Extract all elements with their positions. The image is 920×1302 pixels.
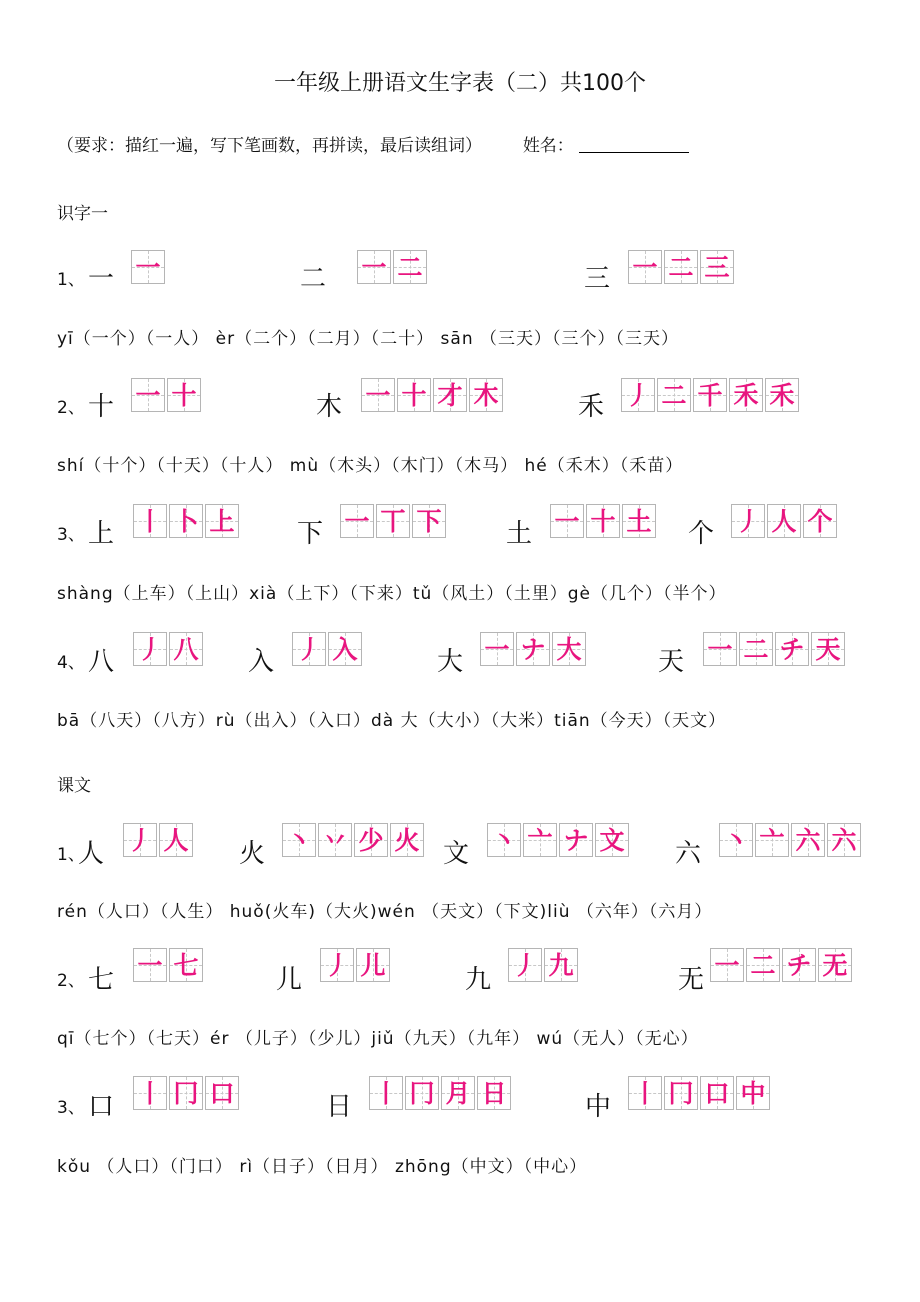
stroke-glyph: ナ <box>520 634 546 664</box>
stroke-strip <box>361 378 505 412</box>
tracing-cell <box>586 504 620 538</box>
tracing-cell <box>765 378 799 412</box>
char: 土 <box>506 519 533 549</box>
stroke-strip <box>628 250 736 284</box>
stroke-glyph: 八 <box>173 634 199 664</box>
stroke-glyph: 一 <box>361 252 387 282</box>
stroke-glyph: 亠 <box>527 825 553 855</box>
stroke-glyph: 火 <box>394 825 420 855</box>
char: 木 <box>316 392 343 422</box>
stroke-glyph: 二 <box>750 950 776 980</box>
tracing-cell <box>622 504 656 538</box>
stroke-strip <box>369 1076 513 1110</box>
tracing-cell <box>328 632 362 666</box>
pinyin-line: rén（人口）（人生） huǒ(火车)（大火)wén （天文）（下文)liù （六年）（六月） <box>57 902 713 922</box>
stroke-glyph: 一 <box>707 634 733 664</box>
stroke-strip <box>628 1076 772 1110</box>
stroke-glyph: 一 <box>365 380 391 410</box>
stroke-glyph: 丿 <box>324 950 350 980</box>
stroke-glyph: 一 <box>554 506 580 536</box>
section-shizi: 识字一 <box>57 204 108 224</box>
tracing-cell <box>739 632 773 666</box>
stroke-glyph: 十 <box>171 380 197 410</box>
stroke-glyph: 冂 <box>173 1078 199 1108</box>
tracing-cell <box>167 378 201 412</box>
tracing-cell <box>664 250 698 284</box>
stroke-glyph: 无 <box>822 950 848 980</box>
char: 九 <box>465 965 492 995</box>
tracing-cell <box>123 823 157 857</box>
row-number: 3、 <box>57 525 85 545</box>
stroke-strip <box>508 948 580 982</box>
tracing-cell <box>159 823 193 857</box>
tracing-cell <box>657 378 691 412</box>
tracing-cell <box>405 1076 439 1110</box>
stroke-glyph: 千 <box>697 380 723 410</box>
stroke-glyph: 个 <box>807 506 833 536</box>
tracing-cell <box>703 632 737 666</box>
char: 一 <box>88 264 115 294</box>
stroke-glyph: 九 <box>548 950 574 980</box>
stroke-glyph: 大 <box>556 634 582 664</box>
stroke-glyph: 六 <box>795 825 821 855</box>
pinyin-line: qī（七个）（七天）ér （儿子）（少儿）jiǔ（九天）（九年） wú（无人）（无心） <box>57 1029 699 1049</box>
tracing-cell <box>775 632 809 666</box>
pinyin-line: shàng（上车）（上山）xià（上下）（下来）tǔ（风土）（土里）gè（几个）（半个） <box>57 584 727 604</box>
pinyin-line: shí（十个）（十天）（十人） mù（木头）（木门）（木马） hé（禾木）（禾苗） <box>57 456 684 476</box>
tracing-cell <box>755 823 789 857</box>
stroke-strip <box>320 948 392 982</box>
tracing-cell <box>354 823 388 857</box>
tracing-cell <box>523 823 557 857</box>
stroke-strip <box>480 632 588 666</box>
char: 三 <box>584 264 611 294</box>
stroke-glyph: チ <box>779 634 805 664</box>
stroke-strip <box>621 378 801 412</box>
char: 人 <box>78 839 105 869</box>
stroke-glyph: 丶 <box>491 825 517 855</box>
row-number: 1、 <box>57 845 85 865</box>
tracing-cell <box>550 504 584 538</box>
char: 下 <box>297 519 324 549</box>
tracing-cell <box>292 632 326 666</box>
stroke-strip <box>710 948 854 982</box>
stroke-glyph: 人 <box>771 506 797 536</box>
stroke-glyph: ナ <box>563 825 589 855</box>
char: 无 <box>678 965 705 995</box>
stroke-glyph: 二 <box>397 252 423 282</box>
stroke-glyph: 二 <box>668 252 694 282</box>
tracing-cell <box>340 504 374 538</box>
stroke-strip <box>131 378 203 412</box>
tracing-cell <box>369 1076 403 1110</box>
stroke-glyph: 丿 <box>512 950 538 980</box>
row-number: 4、 <box>57 653 85 673</box>
tracing-cell <box>811 632 845 666</box>
stroke-glyph: 二 <box>661 380 687 410</box>
char: 上 <box>88 519 115 549</box>
char: 日 <box>326 1092 353 1122</box>
stroke-glyph: 下 <box>416 506 442 536</box>
stroke-glyph: 卜 <box>173 506 199 536</box>
tracing-cell <box>205 504 239 538</box>
stroke-glyph: 丨 <box>137 1078 163 1108</box>
stroke-strip <box>550 504 658 538</box>
char: 禾 <box>578 392 605 422</box>
char: 十 <box>88 392 115 422</box>
tracing-cell <box>320 948 354 982</box>
char: 七 <box>88 965 115 995</box>
stroke-glyph: 十 <box>590 506 616 536</box>
tracing-cell <box>719 823 753 857</box>
stroke-glyph: 人 <box>163 825 189 855</box>
page-title: 一年级上册语文生字表（二）共100个 <box>274 71 646 96</box>
stroke-strip <box>340 504 448 538</box>
tracing-cell <box>746 948 780 982</box>
stroke-strip <box>133 1076 241 1110</box>
stroke-glyph: 二 <box>743 634 769 664</box>
tracing-cell <box>559 823 593 857</box>
tracing-cell <box>710 948 744 982</box>
tracing-cell <box>390 823 424 857</box>
stroke-glyph: 文 <box>599 825 625 855</box>
stroke-glyph: 日 <box>481 1078 507 1108</box>
stroke-glyph: 丿 <box>137 634 163 664</box>
char: 六 <box>675 839 702 869</box>
tracing-cell <box>169 948 203 982</box>
tracing-cell <box>169 1076 203 1110</box>
tracing-cell <box>318 823 352 857</box>
stroke-glyph: 丨 <box>632 1078 658 1108</box>
stroke-glyph: 儿 <box>360 950 386 980</box>
tracing-cell <box>433 378 467 412</box>
tracing-cell <box>393 250 427 284</box>
stroke-strip <box>487 823 631 857</box>
stroke-glyph: 月 <box>445 1078 471 1108</box>
tracing-cell <box>664 1076 698 1110</box>
tracing-cell <box>731 504 765 538</box>
tracing-cell <box>827 823 861 857</box>
stroke-glyph: 口 <box>704 1078 730 1108</box>
pinyin-line: yī（一个）（一人） èr（二个）（二月）（二十） sān （三天）（三个）（三天） <box>57 329 679 349</box>
requirement-line <box>57 131 689 156</box>
tracing-cell <box>700 250 734 284</box>
tracing-cell <box>133 504 167 538</box>
stroke-glyph: 冂 <box>409 1078 435 1108</box>
tracing-cell <box>357 250 391 284</box>
tracing-cell <box>782 948 816 982</box>
stroke-glyph: 冂 <box>668 1078 694 1108</box>
tracing-cell <box>480 632 514 666</box>
stroke-glyph: 禾 <box>733 380 759 410</box>
char: 八 <box>88 647 115 677</box>
tracing-cell <box>803 504 837 538</box>
char: 入 <box>248 647 275 677</box>
stroke-strip <box>703 632 847 666</box>
tracing-cell <box>508 948 542 982</box>
char: 口 <box>88 1092 115 1122</box>
tracing-cell <box>397 378 431 412</box>
stroke-glyph: 一 <box>135 380 161 410</box>
char: 火 <box>239 839 266 869</box>
tracing-cell <box>169 632 203 666</box>
stroke-strip <box>719 823 863 857</box>
stroke-glyph: 丅 <box>380 506 406 536</box>
char: 大 <box>437 647 464 677</box>
stroke-glyph: 禾 <box>769 380 795 410</box>
tracing-cell <box>412 504 446 538</box>
char: 个 <box>688 519 715 549</box>
stroke-glyph: 一 <box>632 252 658 282</box>
tracing-cell <box>516 632 550 666</box>
stroke-glyph: 七 <box>173 950 199 980</box>
tracing-cell <box>544 948 578 982</box>
name-blank[interactable] <box>579 132 689 153</box>
tracing-cell <box>133 1076 167 1110</box>
stroke-glyph: 一 <box>714 950 740 980</box>
tracing-cell <box>621 378 655 412</box>
tracing-cell <box>693 378 727 412</box>
stroke-glyph: 才 <box>437 380 463 410</box>
tracing-cell <box>376 504 410 538</box>
stroke-glyph: 中 <box>740 1078 766 1108</box>
stroke-glyph: 上 <box>209 506 235 536</box>
stroke-strip <box>131 250 167 284</box>
stroke-strip <box>133 632 205 666</box>
stroke-glyph: 亠 <box>759 825 785 855</box>
stroke-glyph: 丿 <box>296 634 322 664</box>
stroke-glyph: 一 <box>135 252 161 282</box>
stroke-strip <box>731 504 839 538</box>
stroke-glyph: 丿 <box>127 825 153 855</box>
tracing-cell <box>469 378 503 412</box>
tracing-cell <box>729 378 763 412</box>
stroke-glyph: 丿 <box>625 380 651 410</box>
stroke-glyph: 口 <box>209 1078 235 1108</box>
stroke-glyph: チ <box>786 950 812 980</box>
tracing-cell <box>361 378 395 412</box>
section-kewen: 课文 <box>57 776 91 796</box>
char: 文 <box>443 839 470 869</box>
tracing-cell <box>487 823 521 857</box>
tracing-cell <box>736 1076 770 1110</box>
char: 中 <box>585 1092 612 1122</box>
stroke-strip <box>282 823 426 857</box>
stroke-glyph: 入 <box>332 634 358 664</box>
stroke-glyph: 丨 <box>137 506 163 536</box>
tracing-cell <box>595 823 629 857</box>
tracing-cell <box>282 823 316 857</box>
stroke-glyph: 天 <box>815 634 841 664</box>
tracing-cell <box>131 250 165 284</box>
tracing-cell <box>131 378 165 412</box>
row-number: 2、 <box>57 398 85 418</box>
row-number: 1、 <box>57 270 85 290</box>
stroke-glyph: 丨 <box>373 1078 399 1108</box>
char: 二 <box>300 264 327 294</box>
row-number: 3、 <box>57 1098 85 1118</box>
pinyin-line: bā（八天）（八方）rù（出入）（入口）dà 大（大小）（大米）tiān（今天）（天文） <box>57 711 727 731</box>
tracing-cell <box>133 632 167 666</box>
tracing-cell <box>700 1076 734 1110</box>
tracing-cell <box>791 823 825 857</box>
stroke-glyph: 六 <box>831 825 857 855</box>
row-number: 2、 <box>57 971 85 991</box>
requirement-text: （要求：描红一遍，写下笔画数，再拼读，最后读组词） <box>57 136 482 156</box>
stroke-glyph: 丿 <box>735 506 761 536</box>
stroke-glyph: 丷 <box>322 825 348 855</box>
name-label: 姓名： <box>522 136 574 156</box>
stroke-glyph: 木 <box>473 380 499 410</box>
tracing-cell <box>441 1076 475 1110</box>
stroke-glyph: 少 <box>358 825 384 855</box>
stroke-glyph: 丶 <box>286 825 312 855</box>
stroke-glyph: 一 <box>484 634 510 664</box>
stroke-strip <box>292 632 364 666</box>
tracing-cell <box>169 504 203 538</box>
stroke-glyph: 一 <box>137 950 163 980</box>
stroke-strip <box>123 823 195 857</box>
stroke-glyph: 丶 <box>723 825 749 855</box>
tracing-cell <box>205 1076 239 1110</box>
char: 天 <box>658 647 685 677</box>
tracing-cell <box>628 1076 662 1110</box>
tracing-cell <box>767 504 801 538</box>
stroke-strip <box>133 948 205 982</box>
stroke-glyph: 一 <box>344 506 370 536</box>
tracing-cell <box>552 632 586 666</box>
stroke-glyph: 土 <box>626 506 652 536</box>
stroke-strip <box>357 250 429 284</box>
tracing-cell <box>477 1076 511 1110</box>
char: 儿 <box>276 965 303 995</box>
tracing-cell <box>818 948 852 982</box>
stroke-strip <box>133 504 241 538</box>
tracing-cell <box>133 948 167 982</box>
tracing-cell <box>356 948 390 982</box>
stroke-glyph: 十 <box>401 380 427 410</box>
pinyin-line: kǒu （人口）（门口） rì（日子）（日月） zhōng（中文）（中心） <box>57 1157 588 1177</box>
stroke-glyph: 三 <box>704 252 730 282</box>
tracing-cell <box>628 250 662 284</box>
